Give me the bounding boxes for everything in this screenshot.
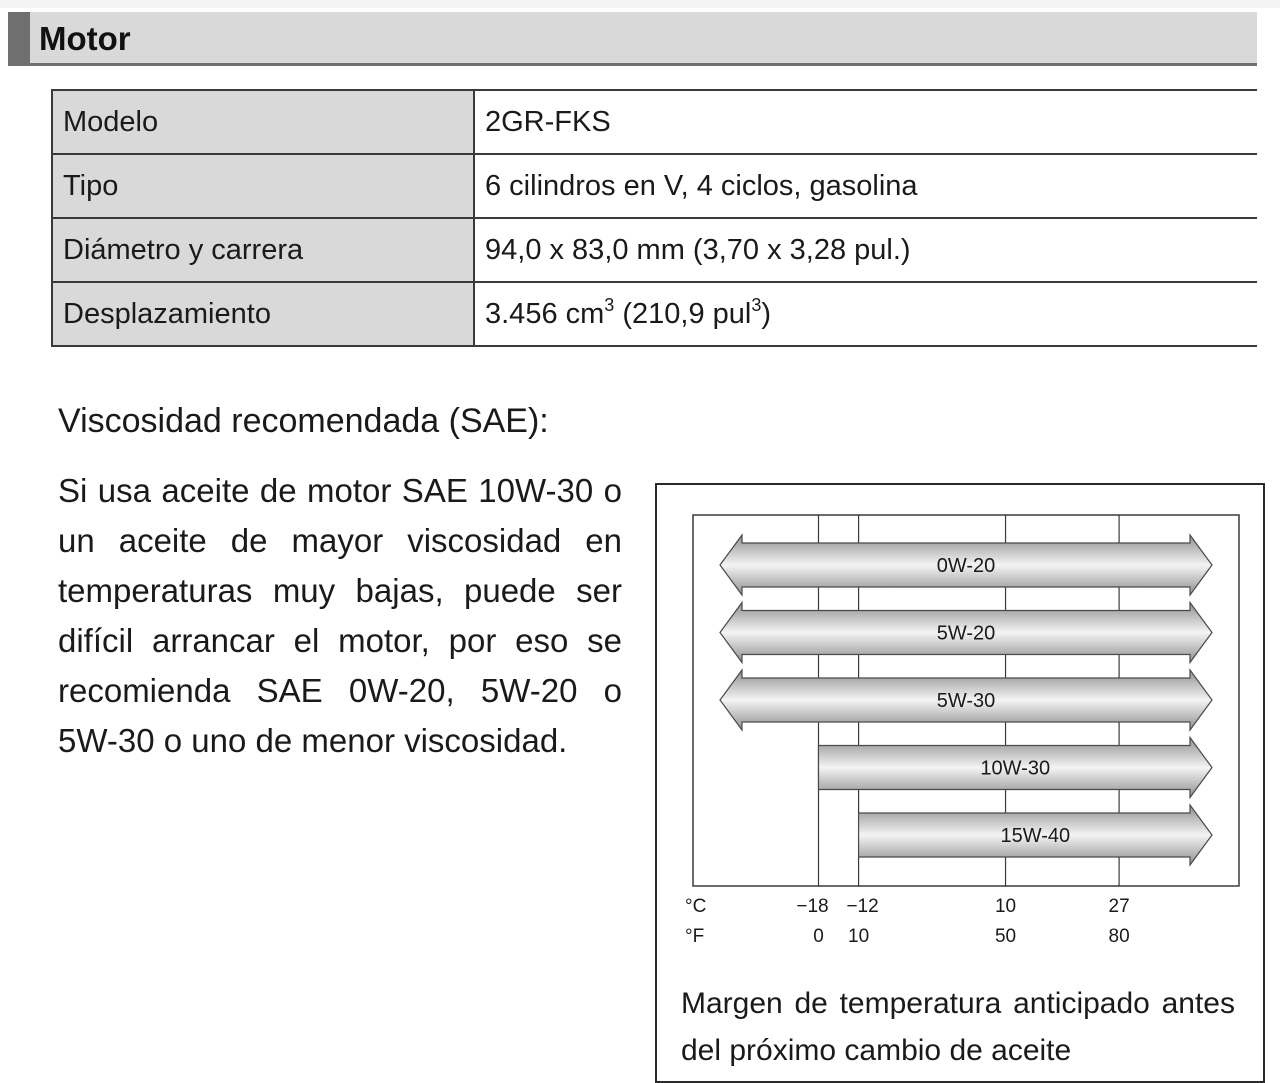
tick-label-c: −18 [796, 896, 829, 917]
tick-label-f: 80 [1108, 926, 1130, 947]
arrow-label: 5W-20 [936, 622, 996, 645]
spec-value [474, 282, 1257, 346]
unit-label-f: °F [685, 926, 705, 947]
tick-label-f: 50 [994, 926, 1017, 947]
tick-label-c: 27 [1108, 896, 1130, 917]
displacement-in: (210,9 pul [614, 297, 752, 330]
arrow-label: 10W-30 [980, 757, 1051, 780]
chart-ticks [796, 896, 1129, 947]
viscosity-paragraph: Si usa aceite de motor SAE 10W-30 o un aceite de mayor viscosidad en temperaturas muy bajas, puede ser difícil arrancar el motor, por eso se recomienda SAE 0W-20, 5W-20 o 5W-30 o uno de menor viscosidad. [58, 472, 622, 759]
tick-label-f: 0 [813, 926, 824, 947]
superscript: 3 [604, 294, 615, 315]
table-row [52, 218, 1257, 282]
table-row [52, 282, 1257, 346]
chart-caption: Margen de temperatura anticipado antes del próximo cambio de aceite [681, 987, 1235, 1067]
displacement-close: ) [761, 297, 772, 330]
table-row [52, 154, 1257, 218]
section-header [8, 12, 1257, 66]
superscript: 3 [751, 294, 762, 315]
spec-value: 6 cilindros en V, 4 ciclos, gasolina [474, 154, 1257, 218]
arrow-label: 0W-20 [936, 555, 996, 577]
arrow-label: 5W-30 [936, 690, 996, 712]
unit-label-c: °C [685, 896, 707, 917]
engine-spec-table [51, 89, 1257, 347]
spec-value: 94,0 x 83,0 mm (3,70 x 3,28 pul.) [474, 218, 1257, 282]
table-row [52, 90, 1257, 154]
chart-arrows [720, 535, 1212, 865]
section-header-bar [8, 12, 30, 63]
top-edge [0, 0, 1280, 8]
tick-label-f: 10 [848, 926, 870, 947]
spec-label: Desplazamiento [52, 282, 474, 346]
arrow-label: 15W-40 [1000, 825, 1071, 847]
viscosity-chart [655, 483, 1265, 978]
section-title: Motor [39, 20, 131, 57]
spec-label: Diámetro y carrera [52, 218, 474, 282]
tick-label-c: −12 [846, 896, 879, 917]
spec-label: Tipo [52, 154, 474, 218]
tick-label-c: 10 [994, 896, 1017, 917]
spec-label: Modelo [52, 90, 474, 154]
spec-value: 2GR-FKS [474, 90, 1257, 154]
displacement-cm: 3.456 cm [485, 297, 605, 330]
viscosity-title: Viscosidad recomendada (SAE): [58, 402, 549, 440]
